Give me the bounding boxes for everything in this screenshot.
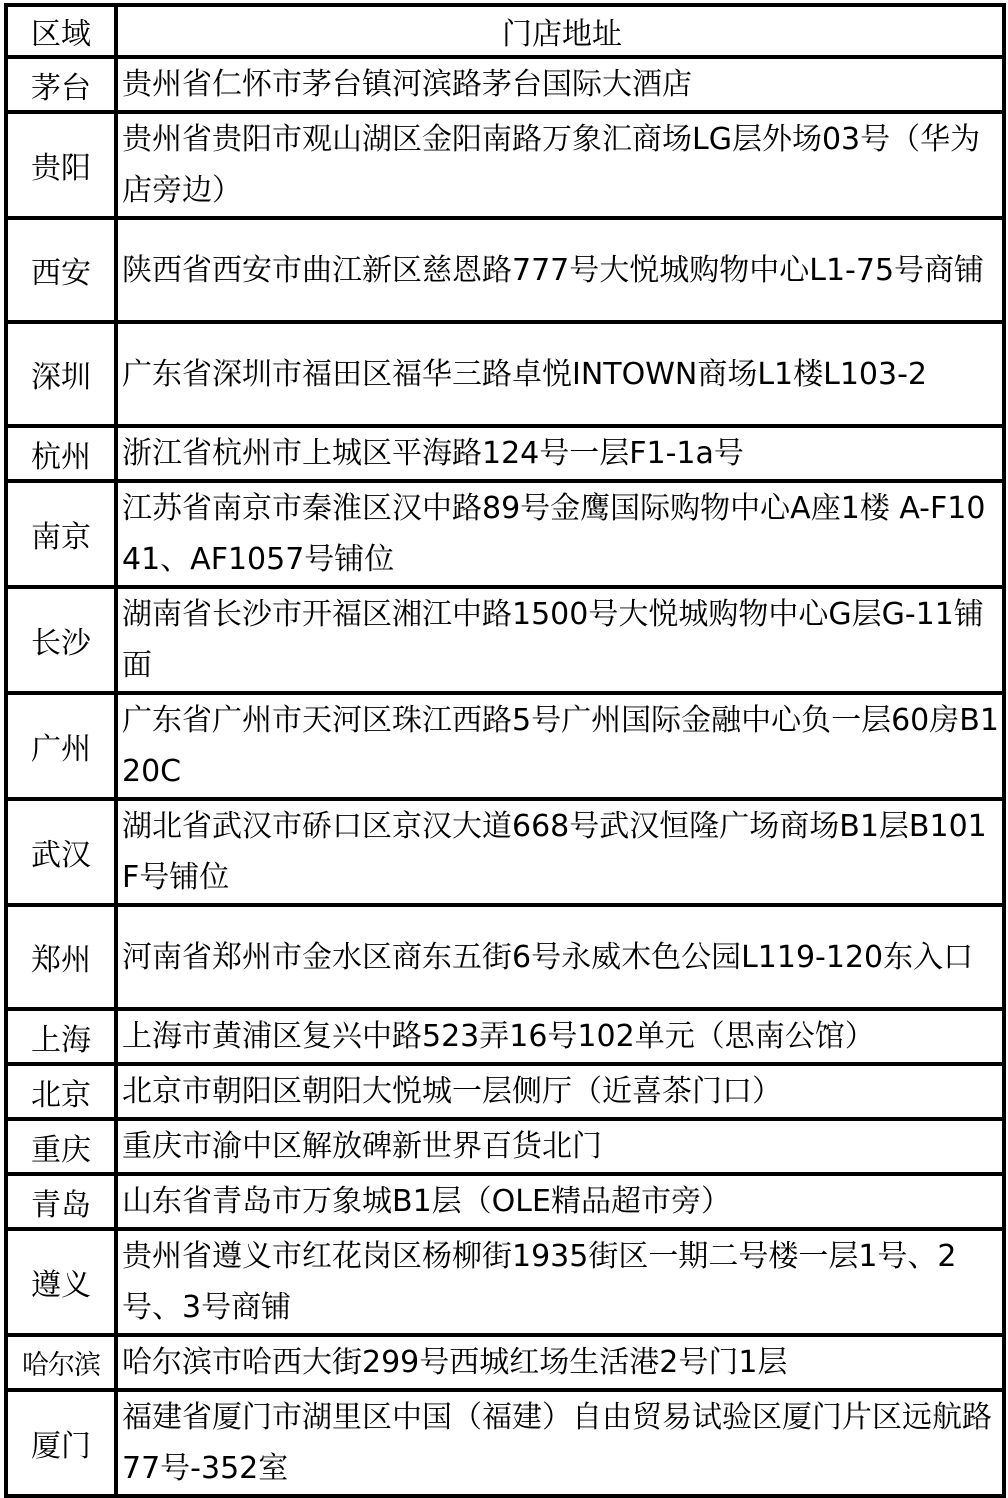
table-row [6,693,1004,799]
region-cell: 广州 [6,693,116,799]
region-cell: 遵义 [6,1229,116,1335]
region-cell: 哈尔滨 [6,1335,116,1390]
table-row [6,1174,1004,1229]
region-cell: 郑州 [6,905,116,1009]
header-region: 区域 [6,5,116,57]
table-row [6,481,1004,587]
table-row [6,587,1004,693]
table-row [6,112,1004,218]
region-cell: 长沙 [6,587,116,693]
table-row [6,1229,1004,1335]
table-row [6,1335,1004,1390]
table-row [6,799,1004,905]
region-cell: 南京 [6,481,116,587]
address-cell: 哈尔滨市哈西大街299号西城红场生活港2号门1层 [116,1335,1004,1390]
address-cell: 贵州省遵义市红花岗区杨柳街1935街区一期二号楼一层1号、2号、3号商铺 [116,1229,1004,1335]
table-row [6,57,1004,112]
region-cell: 茅台 [6,57,116,112]
table-row [6,426,1004,481]
table-row [6,1064,1004,1119]
region-cell: 上海 [6,1009,116,1064]
address-cell: 山东省青岛市万象城B1层（OLE精品超市旁） [116,1174,1004,1229]
region-cell: 武汉 [6,799,116,905]
address-cell: 贵州省贵阳市观山湖区金阳南路万象汇商场LG层外场03号（华为店旁边） [116,112,1004,218]
address-cell: 福建省厦门市湖里区中国（福建）自由贸易试验区厦门片区远航路77号-352室 [116,1390,1004,1496]
table-row [6,1119,1004,1174]
address-cell: 上海市黄浦区复兴中路523弄16号102单元（思南公馆） [116,1009,1004,1064]
region-cell: 北京 [6,1064,116,1119]
address-cell: 广东省深圳市福田区福华三路卓悦INTOWN商场L1楼L103-2 [116,322,1004,426]
address-cell: 浙江省杭州市上城区平海路124号一层F1-1a号 [116,426,1004,481]
table-row [6,1009,1004,1064]
region-cell: 重庆 [6,1119,116,1174]
store-address-table [4,3,1006,1498]
address-cell: 湖北省武汉市硚口区京汉大道668号武汉恒隆广场商场B1层B101F号铺位 [116,799,1004,905]
region-cell: 深圳 [6,322,116,426]
address-cell: 江苏省南京市秦淮区汉中路89号金鹰国际购物中心A座1楼 A-F1041、AF1057号铺位 [116,481,1004,587]
address-cell: 陕西省西安市曲江新区慈恩路777号大悦城购物中心L1-75号商铺 [116,218,1004,322]
region-cell: 杭州 [6,426,116,481]
table-row [6,1390,1004,1496]
address-cell: 河南省郑州市金水区商东五街6号永威木色公园L119-120东入口 [116,905,1004,1009]
region-cell: 贵阳 [6,112,116,218]
address-cell: 湖南省长沙市开福区湘江中路1500号大悦城购物中心G层G-11铺面 [116,587,1004,693]
table-row [6,322,1004,426]
table-row [6,218,1004,322]
address-cell: 广东省广州市天河区珠江西路5号广州国际金融中心负一层60房B120C [116,693,1004,799]
table-row [6,905,1004,1009]
region-cell: 青岛 [6,1174,116,1229]
address-cell: 北京市朝阳区朝阳大悦城一层侧厅（近喜茶门口） [116,1064,1004,1119]
region-cell: 西安 [6,218,116,322]
address-cell: 重庆市渝中区解放碑新世界百货北门 [116,1119,1004,1174]
header-row [6,5,1004,57]
header-address: 门店地址 [116,5,1004,57]
region-cell: 厦门 [6,1390,116,1496]
address-cell: 贵州省仁怀市茅台镇河滨路茅台国际大酒店 [116,57,1004,112]
